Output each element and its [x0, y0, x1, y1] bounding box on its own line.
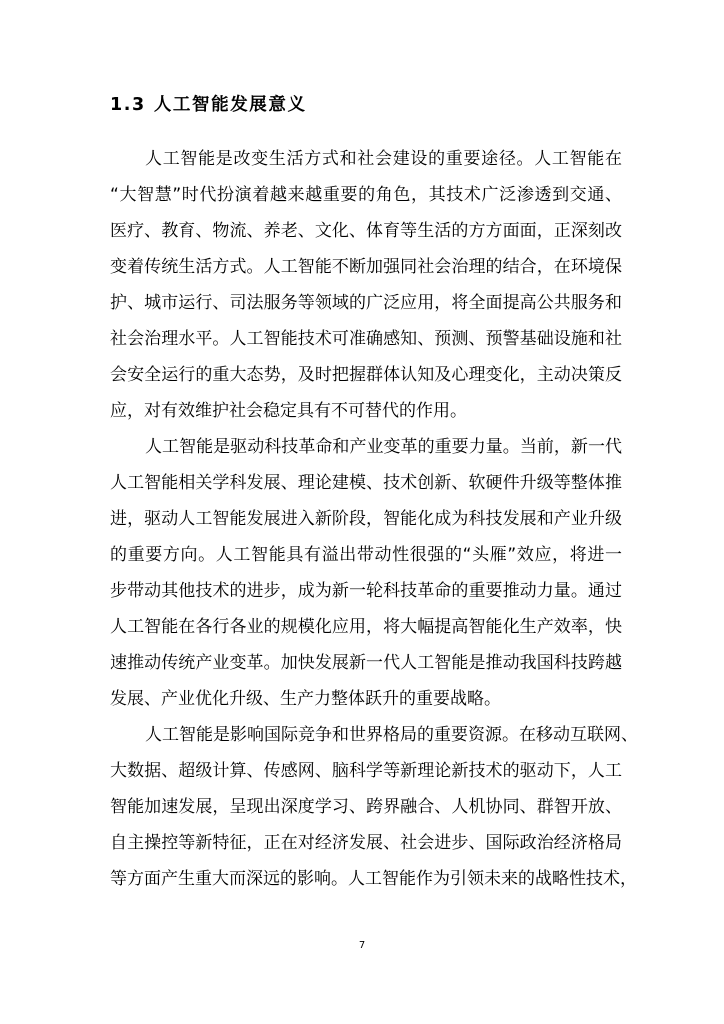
text-line: 自主操控等新特征，正在对经济发展、社会进步、国际政治经济格局 — [110, 833, 622, 853]
text-line: 社会治理水平。人工智能技术可准确感知、预测、预警基础设施和社 — [110, 329, 622, 349]
text-line: 步带动其他技术的进步，成为新一轮科技革命的重要推动力量。通过 — [110, 581, 622, 601]
text-line: 进，驱动人工智能发展进入新阶段，智能化成为科技发展和产业升级 — [110, 509, 622, 529]
text-line: 人工智能是驱动科技革命和产业变革的重要力量。当前，新一代 — [145, 437, 622, 457]
text-line: 人工智能是改变生活方式和社会建设的重要途径。人工智能在 — [145, 149, 622, 169]
text-line: 应，对有效维护社会稳定具有不可替代的作用。 — [110, 401, 467, 421]
text-line: 人工智能是影响国际竞争和世界格局的重要资源。在移动互联网、 — [145, 725, 638, 745]
text-line: 等方面产生重大而深远的影响。人工智能作为引领未来的战略性技术， — [110, 869, 637, 889]
text-line: 护、城市运行、司法服务等领域的广泛应用，将全面提高公共服务和 — [110, 293, 622, 313]
text-line: 变着传统生活方式。人工智能不断加强同社会治理的结合，在环境保 — [110, 257, 622, 277]
text-line: 人工智能相关学科发展、理论建模、技术创新、软硬件升级等整体推 — [110, 473, 622, 493]
section-heading — [110, 92, 630, 118]
text-line: 人工智能在各行各业的规模化应用，将大幅提高智能化生产效率，快 — [110, 617, 622, 637]
text-line: 智能加速发展，呈现出深度学习、跨界融合、人机协同、群智开放、 — [110, 797, 622, 817]
page-number: 7 — [358, 940, 366, 951]
text-line: 医疗、教育、物流、养老、文化、体育等生活的方方面面，正深刻改 — [110, 221, 622, 241]
text-line: 的重要方向。人工智能具有溢出带动性很强的“头雁”效应，将进一 — [110, 545, 622, 565]
text-line: 会安全运行的重大态势，及时把握群体认知及心理变化，主动决策反 — [110, 365, 622, 385]
text-line: 速推动传统产业变革。加快发展新一代人工智能是推动我国科技跨越 — [110, 653, 622, 673]
section-title: 人工智能发展意义 — [153, 95, 307, 115]
text-line: 发展、产业优化升级、生产力整体跃升的重要战略。 — [110, 689, 501, 709]
section-number: 1.3 — [110, 95, 146, 115]
text-line: 大数据、超级计算、传感网、脑科学等新理论新技术的驱动下，人工 — [110, 761, 622, 781]
text-line: “大智慧”时代扮演着越来越重要的角色，其技术广泛渗透到交通、 — [110, 185, 622, 205]
